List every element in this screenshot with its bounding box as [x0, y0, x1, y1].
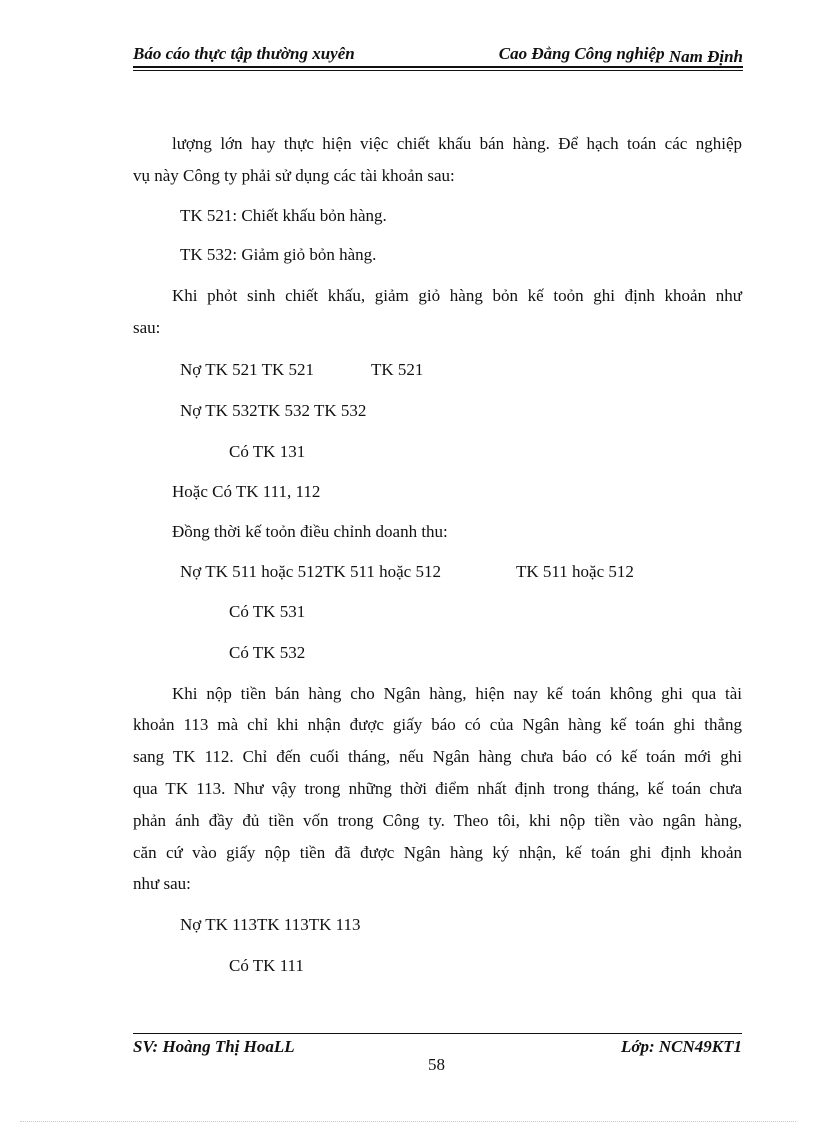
paragraph-3-line-2: khoản 113 mà chỉ khi nhận được giấy báo có của Ngân hàng kế toán ghi thẳng: [133, 715, 742, 734]
entry-debit-511-extra: TK 511 hoặc 512: [516, 562, 634, 581]
header-school-location: Nam Định: [668, 47, 743, 66]
footer-rule: [133, 1033, 742, 1034]
entry-or-credit-111-112: Hoặc Có TK 111, 112: [172, 482, 321, 501]
header-report-title: Báo cáo thực tập thường xuyên: [133, 44, 355, 63]
page-header: [133, 40, 743, 66]
footer-class-code: Lớp: NCN49KT1: [620, 1037, 742, 1056]
page-number: 58: [428, 1055, 445, 1074]
paragraph-2-line-2: sau:: [133, 318, 161, 337]
entry-credit-111: Có TK 111: [229, 956, 304, 975]
paragraph-3-line-7: như sau:: [133, 874, 191, 893]
header-school-main: Cao Đẳng Công nghiệp: [498, 44, 669, 63]
entry-debit-532: Nợ TK 532TK 532 TK 532: [180, 401, 367, 420]
entry-credit-131: Có TK 131: [229, 442, 306, 461]
page-bottom-border: [20, 1121, 796, 1122]
header-school-name: [499, 44, 743, 64]
account-521-line: TK 521: Chiết khấu bỏn hàng.: [180, 206, 387, 225]
entry-credit-532: Có TK 532: [229, 643, 306, 662]
paragraph-1-line-1: lượng lớn hay thực hiện việc chiết khấu bán hàng. Để hạch toán các nghiệp: [172, 134, 742, 153]
paragraph-3-line-1: Khi nộp tiền bán hàng cho Ngân hàng, hiện nay kế toán không ghi qua tài: [172, 684, 742, 703]
paragraph-3-line-4: qua TK 113. Như vậy trong những thời điểm nhất định trong tháng, kế toán chưa: [133, 779, 742, 798]
account-532-line: TK 532: Giảm giỏ bỏn hàng.: [180, 245, 377, 264]
revenue-adjust-heading: Đồng thời kế toỏn điều chỉnh doanh thu:: [172, 522, 448, 541]
entry-debit-511: Nợ TK 511 hoặc 512TK 511 hoặc 512: [180, 562, 441, 581]
paragraph-3-line-3: sang TK 112. Chỉ đến cuối tháng, nếu Ngân hàng chưa báo có kế toán mới ghi: [133, 747, 742, 766]
paragraph-2-line-1: Khi phỏt sinh chiết khấu, giảm giỏ hàng bỏn kế toỏn ghi định khoản như: [172, 286, 742, 305]
entry-credit-531: Có TK 531: [229, 602, 306, 621]
paragraph-3-line-6: căn cứ vào giấy nộp tiền đã được Ngân hàng ký nhận, kế toán ghi định khoản: [133, 843, 742, 862]
header-rule-thick: [133, 66, 743, 68]
entry-debit-113: Nợ TK 113TK 113TK 113: [180, 915, 361, 934]
footer-student-name: SV: Hoàng Thị HoaLL: [133, 1037, 295, 1056]
entry-debit-521-extra: TK 521: [371, 360, 424, 379]
paragraph-3-line-5: phản ánh đầy đủ tiền vốn trong Công ty. Theo tôi, khi nộp tiền vào ngân hàng,: [133, 811, 742, 830]
paragraph-1-line-2: vụ này Công ty phải sử dụng các tài khoản sau:: [133, 166, 455, 185]
entry-debit-521: Nợ TK 521 TK 521: [180, 360, 314, 379]
header-rule-thin: [133, 70, 743, 71]
